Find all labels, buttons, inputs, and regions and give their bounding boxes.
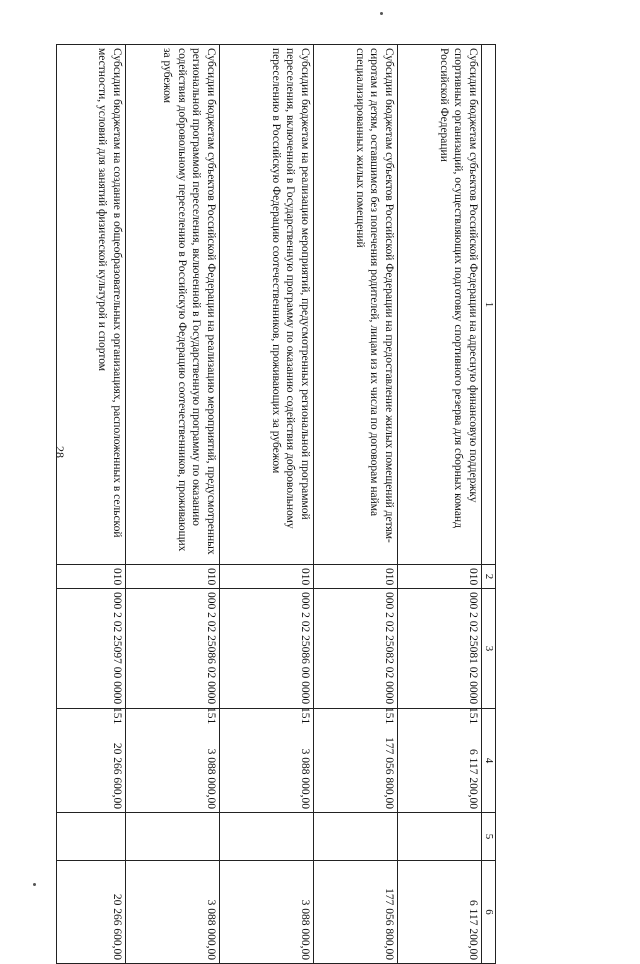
rotated-page-content <box>82 44 496 960</box>
row-budget-code: 000 2 02 25082 02 0000 151 <box>314 589 398 709</box>
row-amount-col4: 3 088 000,00 <box>220 709 314 813</box>
row-admin-code: 010 <box>220 565 314 589</box>
row-amount-col4: 177 056 800,00 <box>314 709 398 813</box>
row-budget-code: 000 2 02 25086 02 0000 151 <box>126 589 220 709</box>
row-admin-code: 010 <box>57 565 126 589</box>
column-header-3: 3 <box>482 589 496 709</box>
row-amount-col6: 3 088 000,00 <box>126 861 220 964</box>
row-amount-col6: 20 266 600,00 <box>57 861 126 964</box>
column-header-4: 4 <box>482 709 496 813</box>
row-budget-code: 000 2 02 25097 00 0000 151 <box>57 589 126 709</box>
row-name: Субсидии бюджетам субъектов Российской Федерации на реализацию мероприятий, предусмотренных региональной программой переселения, включенной в Государственную программу по оказанию содействия добровольному переселению в Российскую Федерацию соотечественников, проживающих за рубежом <box>126 45 220 565</box>
row-amount-col5 <box>314 813 398 861</box>
row-name: Субсидии бюджетам на создание в общеобразовательных организациях, расположенных в сельской местности, условий для занятий физической культурой и спортом <box>57 45 126 565</box>
column-header-2: 2 <box>482 565 496 589</box>
table-row <box>314 45 398 964</box>
row-amount-col5 <box>398 813 482 861</box>
row-amount-col6: 177 056 800,00 <box>314 861 398 964</box>
row-amount-col4: 3 088 000,00 <box>126 709 220 813</box>
table-row <box>57 45 126 964</box>
scan-speck <box>380 12 383 15</box>
row-budget-code: 000 2 02 25081 02 0000 151 <box>398 589 482 709</box>
row-amount-col5 <box>220 813 314 861</box>
row-amount-col6: 3 088 000,00 <box>220 861 314 964</box>
row-budget-code: 000 2 02 25086 00 0000 151 <box>220 589 314 709</box>
row-name: Субсидии бюджетам субъектов Российской Федерации на предоставление жилых помещений детям-сиротам и детям, оставшимся без попечения родителей, лицам из их числа по договорам найма специализированных жилых помещений <box>314 45 398 565</box>
table-row <box>398 45 482 964</box>
table-row <box>126 45 220 964</box>
row-amount-col5 <box>57 813 126 861</box>
row-amount-col5 <box>126 813 220 861</box>
budget-table <box>56 44 496 964</box>
column-header-1: 1 <box>482 45 496 565</box>
column-header-6: 6 <box>482 861 496 964</box>
column-number-header-row <box>482 45 496 964</box>
row-amount-col4: 6 117 200,00 <box>398 709 482 813</box>
row-name: Субсидии бюджетам субъектов Российской Федерации на адресную финансовую поддержку спортивных организаций, осуществляющих подготовку спортивного резерва для сборных команд Российской Федерации <box>398 45 482 565</box>
row-name: Субсидии бюджетам на реализацию мероприятий, предусмотренных региональной программой переселения, включенной в Государственную программу по оказанию содействия добровольному переселению в Российскую Федерацию соотечественников, проживающих за рубежом <box>220 45 314 565</box>
row-admin-code: 010 <box>398 565 482 589</box>
column-header-5: 5 <box>482 813 496 861</box>
row-amount-col4: 20 266 600,00 <box>57 709 126 813</box>
row-admin-code: 010 <box>126 565 220 589</box>
row-amount-col6: 6 117 200,00 <box>398 861 482 964</box>
table-row <box>220 45 314 964</box>
scan-speck <box>33 883 36 886</box>
page-number: 28 <box>53 446 67 458</box>
row-admin-code: 010 <box>314 565 398 589</box>
